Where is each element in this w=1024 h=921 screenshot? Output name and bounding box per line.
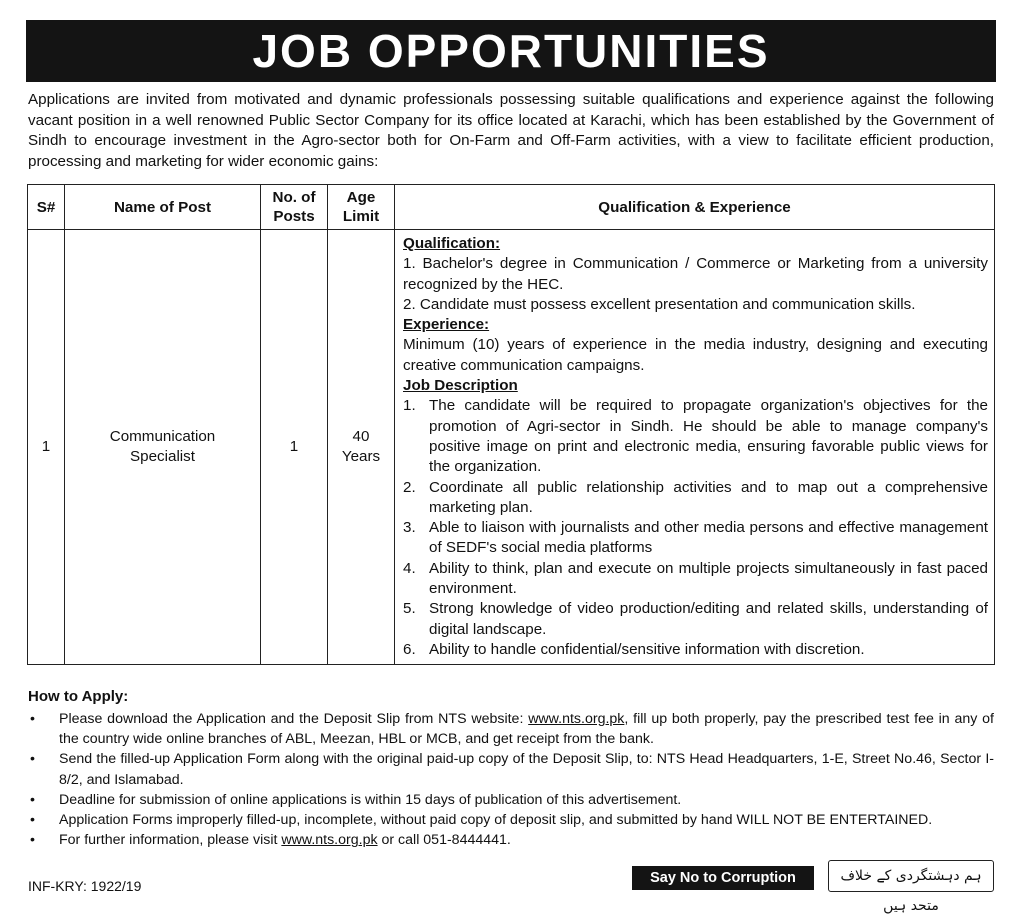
list-item	[403, 396, 988, 477]
list-item	[403, 559, 988, 600]
reference-number: INF-KRY: 1922/19	[28, 878, 142, 894]
item-number: 6.	[403, 640, 416, 658]
apply-text: For further information, please visit	[59, 832, 282, 849]
bullet-icon: •	[30, 812, 35, 829]
item-number: 4.	[403, 559, 416, 577]
qualification-heading: Qualification:	[403, 235, 501, 252]
job-description-heading: Job Description	[403, 377, 518, 395]
urdu-slogan: ہم دہشتگردی کے خلاف متحد ہیں	[840, 868, 982, 914]
header-age-limit: Age Limit	[328, 185, 395, 230]
table-header-row	[28, 185, 995, 230]
list-item	[28, 830, 994, 850]
list-item	[403, 518, 988, 559]
job-description-list	[403, 396, 988, 660]
cell-posts-count: 1	[261, 230, 328, 665]
bullet-icon: •	[30, 751, 35, 768]
bullet-icon: •	[30, 791, 35, 808]
apply-text: Send the filled-up Application Form along with the original paid-up copy of the Deposit Slip, to: NTS Head Headquarters, 1-E, Street No.46, Sector I-8/2, and Islamabad.	[59, 751, 994, 788]
apply-text: Deadline for submission of online applications is within 15 days of publication of this advertisement.	[59, 791, 682, 808]
item-number: 1.	[403, 397, 416, 415]
item-text: The candidate will be required to propagate organization's objectives for the promotion of Agri-sector in Sindh. He should be able to manage company's positive image on print and electronic media, ensuring favorable public views for the organization.	[429, 397, 988, 476]
header-post-name: Name of Post	[65, 185, 261, 230]
nts-website-link[interactable]: www.nts.org.pk	[281, 832, 378, 849]
bullet-icon: •	[30, 832, 35, 849]
intro-paragraph: Applications are invited from motivated and dynamic professionals possessing suitable qualifications and experience against the following vacant position in a well renowned Public Sector Company for its office located at Karachi, which has been established by the Government of Sindh to encourage investment in the Agro-sector both for On-Farm and Off-Farm activities, with a view to facilitate efficient production, processing and marketing for wider economic gains:	[28, 91, 994, 170]
item-text: Strong knowledge of video production/editing and related skills, understanding of digital landscape.	[429, 600, 988, 638]
list-item	[403, 640, 988, 660]
bullet-icon: •	[30, 711, 35, 727]
age-unit: Years	[341, 448, 381, 466]
apply-text: or call 051-8444441.	[377, 832, 511, 849]
urdu-slogan-box	[828, 860, 994, 914]
apply-text: , fill up both properly, pay the prescribed test fee in any of the country wide online branches of ABL, Meezan, HBL or MCB, and get receipt from the bank.	[59, 711, 995, 748]
how-to-apply-heading: How to Apply:	[28, 688, 129, 705]
list-item	[28, 790, 994, 810]
qualification-item: 2. Candidate must possess excellent presentation and communication skills.	[403, 295, 916, 313]
qualification-item: 1. Bachelor's degree in Communication / Commerce or Marketing from a university recognized by the HEC.	[403, 255, 988, 293]
age-value: 40	[352, 428, 370, 446]
job-table	[27, 184, 995, 665]
item-text: Ability to think, plan and execute on multiple projects simultaneously in fast paced environment.	[429, 559, 988, 598]
list-item	[28, 810, 994, 830]
corruption-badge: Say No to Corruption	[632, 866, 814, 890]
header-qualification: Qualification & Experience	[395, 185, 995, 230]
page-title-banner: JOB OPPORTUNITIES	[26, 20, 996, 82]
header-posts-count: No. of Posts	[261, 185, 328, 230]
cell-sno: 1	[28, 230, 65, 665]
apply-text: Application Forms improperly filled-up, incomplete, without paid copy of deposit slip, and submitted by hand WILL NOT BE ENTERTAINED.	[59, 812, 933, 829]
list-item	[28, 709, 994, 749]
experience-text: Minimum (10) years of experience in the media industry, designing and executing creative communication campaigns.	[403, 336, 988, 374]
list-item	[403, 599, 988, 640]
list-item	[403, 478, 988, 519]
post-name-line1: Communication	[109, 428, 216, 446]
header-sno: S#	[28, 185, 65, 230]
item-number: 2.	[403, 478, 416, 496]
cell-post-name	[65, 230, 261, 665]
item-number: 3.	[403, 519, 416, 537]
table-row	[28, 230, 995, 665]
cell-qualification	[395, 230, 995, 665]
list-item	[28, 749, 994, 789]
apply-text: Please download the Application and the Deposit Slip from NTS website:	[59, 711, 529, 727]
nts-website-link[interactable]: www.nts.org.pk	[528, 711, 625, 727]
how-to-apply-list	[28, 709, 994, 850]
item-text: Ability to handle confidential/sensitive information with discretion.	[429, 640, 865, 658]
experience-heading: Experience:	[403, 316, 490, 334]
cell-age-limit	[328, 230, 395, 665]
item-text: Able to liaison with journalists and other media persons and effective management of SEDF's social media platforms	[429, 519, 988, 557]
post-name-line2: Specialist	[130, 448, 195, 466]
item-text: Coordinate all public relationship activities and to map out a comprehensive marketing plan.	[429, 478, 988, 516]
item-number: 5.	[403, 600, 416, 618]
